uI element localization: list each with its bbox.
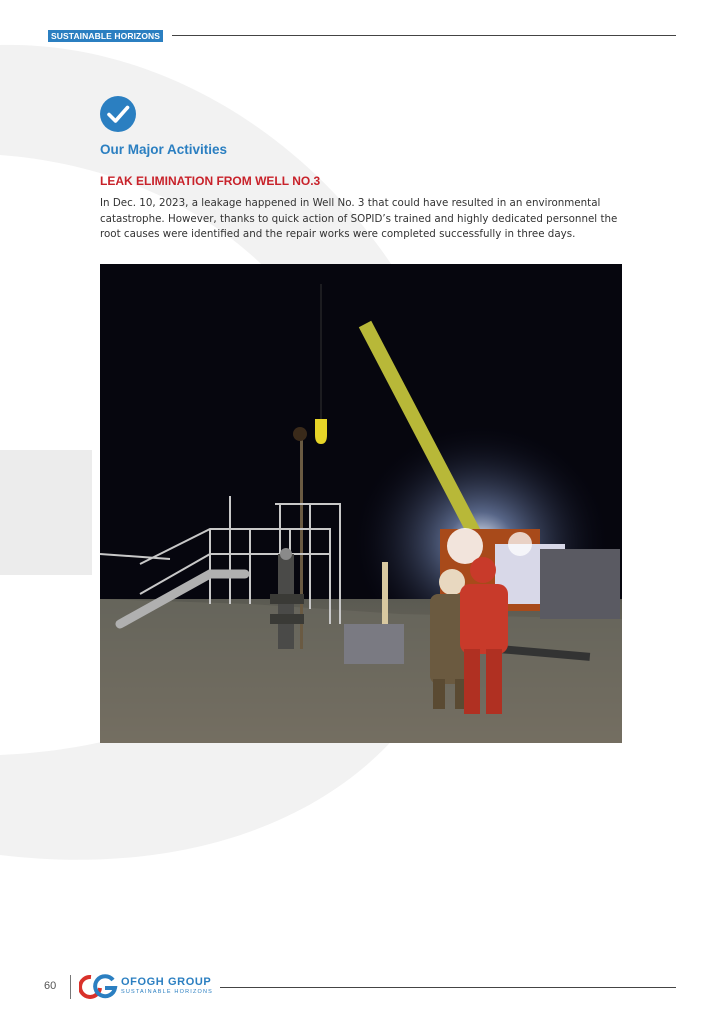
logo-tagline: SUSTAINABLE HORIZONS [121, 989, 214, 995]
check-circle-icon [99, 95, 137, 133]
footer-separator [70, 975, 71, 999]
footer-rule [220, 987, 676, 988]
header-section-tag: SUSTAINABLE HORIZONS [48, 30, 163, 42]
ofogh-logo-mark [79, 974, 119, 1000]
article-body: In Dec. 10, 2023, a leakage happened in Well No. 3 that could have resulted in an environmental catastrophe. However, thanks to quick action of SOPID’s trained and highly dedicated personnel the root causes were identified and the repair works were completed successfully in three days. [100, 197, 618, 240]
well-repair-night-photo [100, 264, 622, 743]
page-number: 60 [44, 980, 57, 992]
section-title: Our Major Activities [100, 142, 228, 157]
header-rule [172, 35, 676, 36]
article-heading: LEAK ELIMINATION FROM WELL NO.3 [100, 174, 321, 188]
logo-company-name: OFOGH GROUP [121, 976, 212, 988]
